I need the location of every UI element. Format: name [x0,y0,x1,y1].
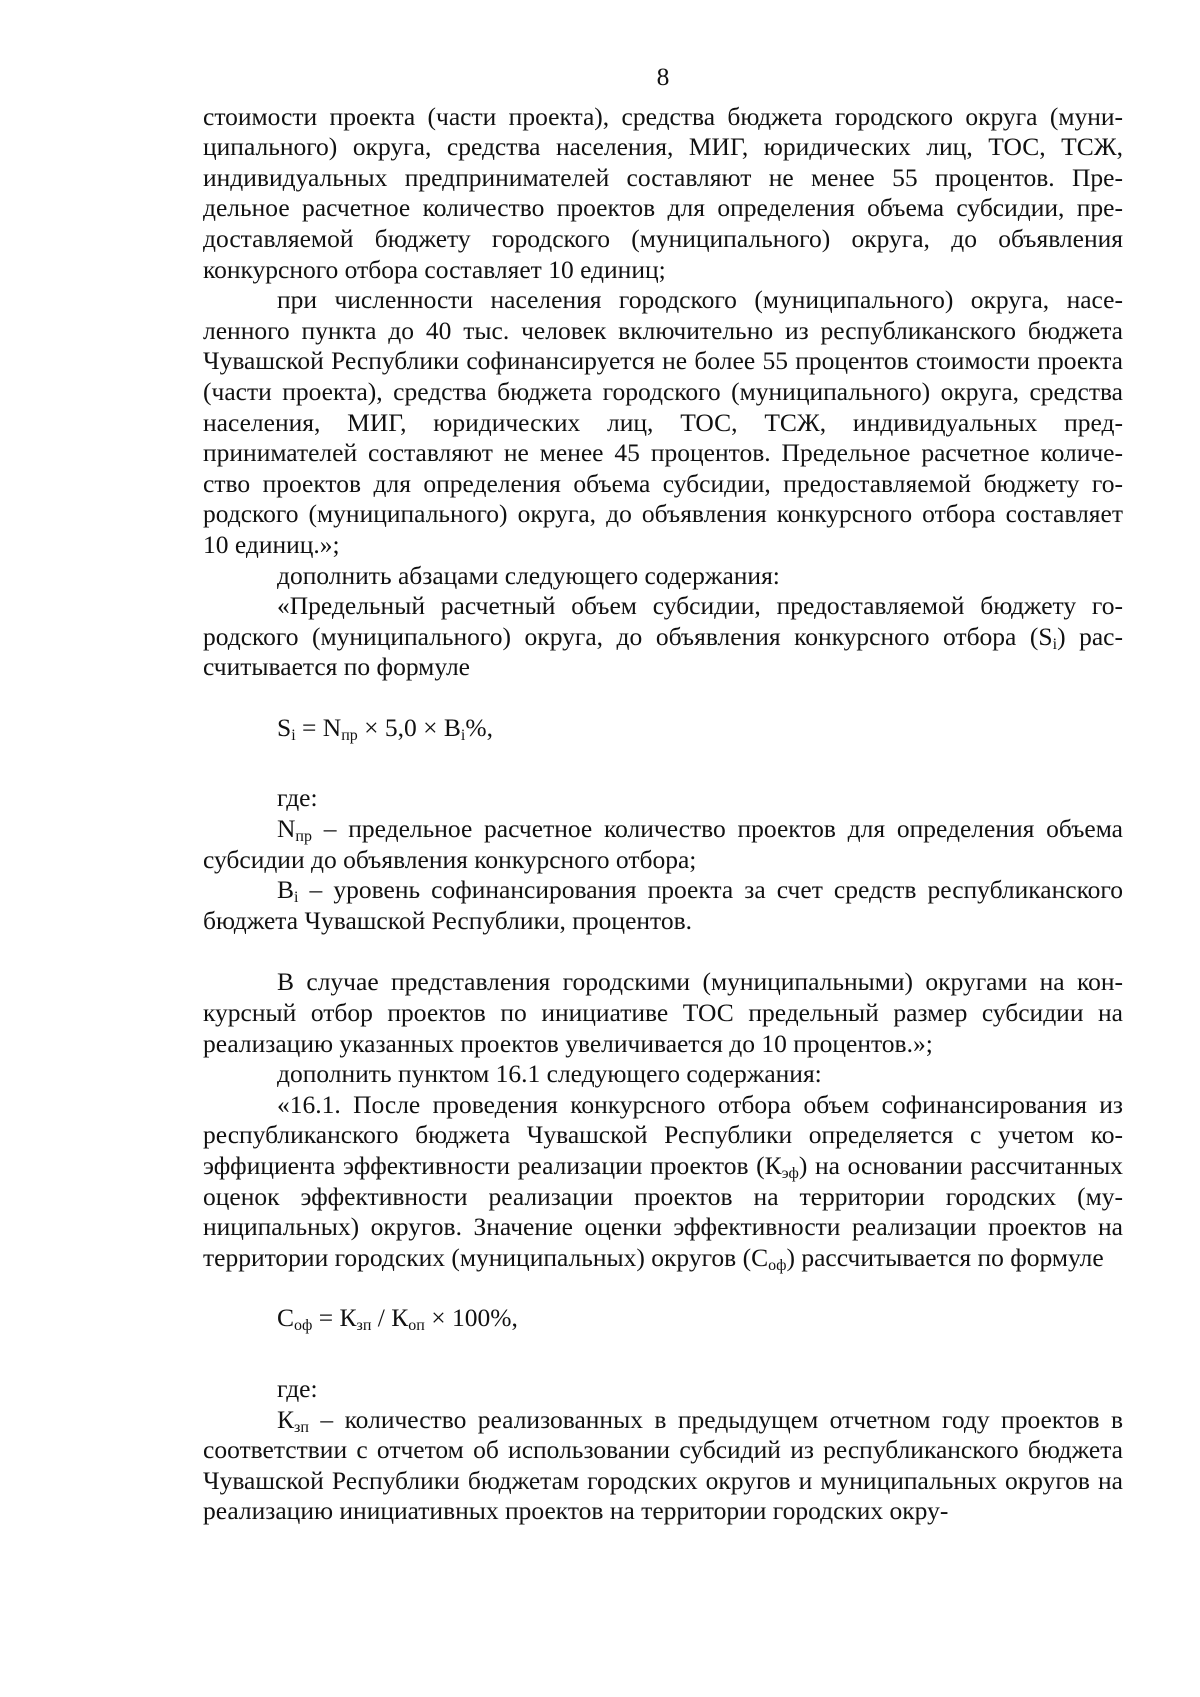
definition-text: – уровень софинансирования проекта за счет средств республиканского бюджета Чувашской Республики, процентов. [203,875,1123,935]
formula-symbol: С [277,1303,295,1333]
subscript: i [291,726,296,744]
subscript: эф [781,1165,799,1182]
formula-part: = N [295,712,342,742]
definition-k [203,1405,1123,1527]
subscript: i [460,726,466,744]
formula-part: %, [465,712,493,742]
formula-subsidy [203,713,1123,744]
subscript: пр [341,726,358,744]
subscript: i [1052,635,1058,653]
definition-symbol: К [277,1404,295,1434]
formula-part: / К [371,1303,409,1333]
paragraph-7-text: «16.1. После проведения конкурсного отбора объем софинансирования из республиканского бюджета Чувашской Республики определяется с учетом коэффициента эффективности реализации проектов (К [203,1089,1123,1180]
subscript: i [294,889,299,907]
subscript: оф [294,1317,313,1335]
subscript: зп [356,1317,372,1335]
definition-b [203,875,1123,936]
formula-part: × 5,0 × B [357,712,461,742]
paragraph-7 [203,1090,1123,1274]
paragraph-4-text: «Предельный расчетный объем субсидии, предоставляемой бюджету городского (муниципального) округа, до объявления конкурсного отбора (S [203,591,1123,651]
paragraph-7-text: ) рассчитывается по формуле [786,1242,1104,1272]
formula-efficiency [203,1303,1123,1334]
document-page [203,62,1123,1527]
subscript: пр [295,828,312,846]
formula-part: = К [312,1303,357,1333]
definition-text: – предельное расчетное количество проектов для определения объема субсидии до объявления конкурсного отбора; [203,814,1123,874]
paragraph-4-text-end: ) рассчитывается по формуле [203,621,1123,682]
page-number: 8 [656,62,670,91]
subscript: зп [294,1418,309,1436]
paragraph-3: дополнить абзацами следующего содержания: [277,560,780,590]
formula-part: × 100%, [424,1303,518,1333]
subscript: оф [768,1256,787,1274]
where-label-2: где: [277,1373,318,1403]
definition-text: – количество реализованных в предыдущем отчетном году проектов в соответствии с отчетом об использовании субсидий из республиканского бюджета Чувашской Республики бюджетам городских округов и муниципальных округов на реализацию инициативных проектов на территории городских окру- [203,1404,1123,1526]
spacer [203,936,1123,967]
subscript: оп [408,1317,425,1335]
paragraph-5: В случае представления городскими (муниципальными) округами на конкурсный отбор проектов по инициативе ТОС предельный размер субсидии на реализацию указанных проектов увеличивается до 10 процентов.»; [203,967,1123,1058]
definition-n [203,814,1123,875]
paragraph-4 [203,591,1123,683]
formula-symbol: S [277,712,292,742]
paragraph-1: стоимости проекта (части проекта), средства бюджета городского округа (муниципального) округа, средства населения, МИГ, юридических лиц, ТОС, ТСЖ, индивидуальных предпринимателей составляют не менее 55 процентов. Предельное расчетное количество проектов для определения объема субсидии, предоставляемой бюджету городского (муниципального) округа, до объявления конкурсного отбора составляет 10 единиц; [203,101,1123,284]
where-label-1: где: [277,783,318,813]
paragraph-2: при численности населения городского (муниципального) округа, населенного пункта до 40 тыс. человек включительно из республиканского бюджета Чувашской Республики софинансируется не более 55 процентов стоимости проекта (части проекта), средства бюджета городского (муниципального) округа, средства населения, МИГ, юридических лиц, ТОС, ТСЖ, индивидуальных предпринимателей составляют не менее 45 процентов. Предельное расчетное количество проектов для определения объема субсидии, предоставляемой бюджету городского (муниципального) округа, до объявления конкурсного отбора составляет 10 единиц.»; [203,285,1123,559]
definition-symbol: B [277,875,295,905]
paragraph-7-text: ) на основании рассчитанных оценок эффективности реализации проектов на территории городских (муниципальных) округов. Значение оценки эффективности реализации проектов на территории городских (муниципальных) округов (С [203,1151,1124,1272]
definition-symbol: N [277,814,296,844]
paragraph-6: дополнить пунктом 16.1 следующего содержания: [277,1059,822,1089]
